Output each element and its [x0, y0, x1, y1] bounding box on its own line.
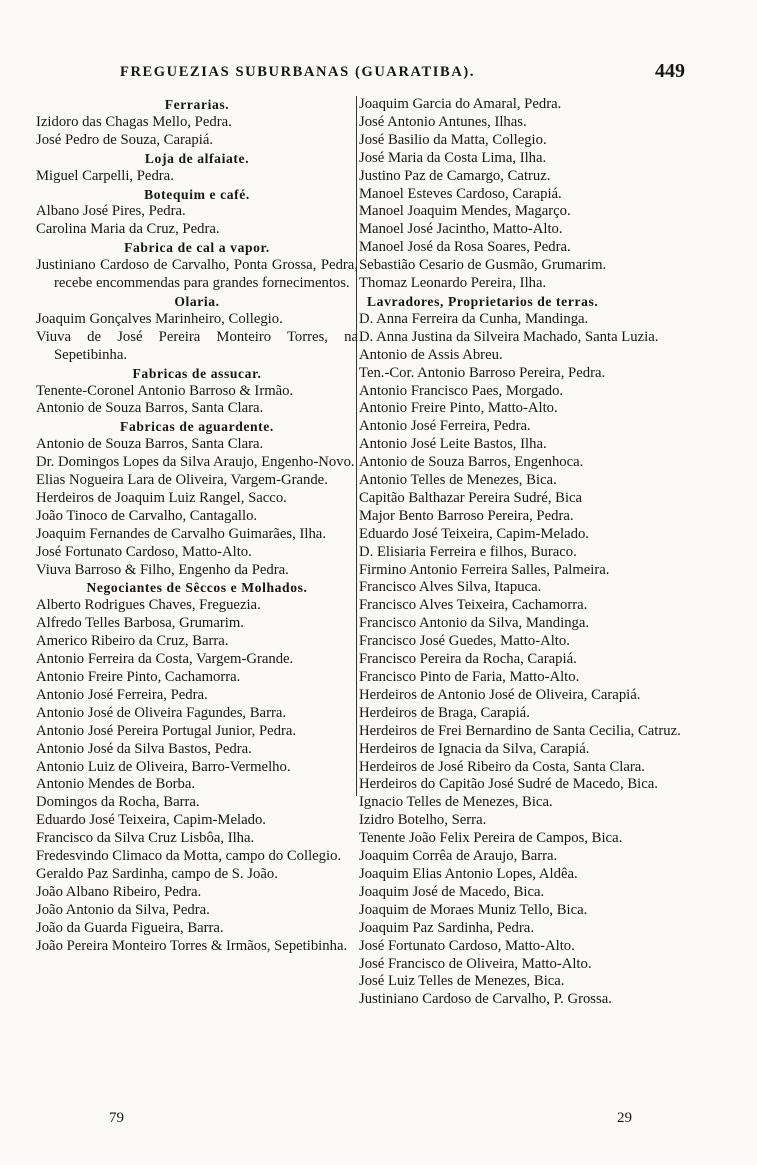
directory-entry: Francisco Alves Silva, Itapuca. — [359, 579, 542, 596]
directory-entry: Ten.-Cor. Antonio Barroso Pereira, Pedra. — [359, 364, 606, 381]
directory-entry: Antonio de Souza Barros, Santa Clara. — [36, 400, 264, 417]
directory-entry: Antonio Luiz de Oliveira, Barro-Vermelho. — [36, 758, 291, 775]
directory-entry: Major Bento Barroso Pereira, Pedra. — [359, 507, 574, 524]
directory-entry: Manoel José Jacintho, Matto-Alto. — [359, 221, 563, 238]
directory-entry: Herdeiros de José Ribeiro da Costa, Santa Clara. — [359, 758, 645, 775]
directory-entry: Antonio José Ferreira, Pedra. — [359, 418, 531, 435]
directory-entry: Herdeiros de Braga, Carapiá. — [359, 704, 530, 721]
directory-entry: Dr. Domingos Lopes da Silva Araujo, Engenho-Novo. — [36, 454, 355, 471]
directory-entry: D. Anna Ferreira da Cunha, Mandinga. — [359, 310, 589, 327]
directory-entry: Alberto Rodrigues Chaves, Freguezia. — [36, 597, 261, 614]
directory-entry: José Antonio Antunes, Ilhas. — [359, 113, 527, 130]
directory-entry: Antonio de Assis Abreu. — [359, 346, 503, 363]
directory-entry: José Francisco de Oliveira, Matto-Alto. — [359, 955, 592, 972]
directory-entry: João Albano Ribeiro, Pedra. — [36, 883, 202, 900]
directory-entry: Manoel Joaquim Mendes, Magarço. — [359, 203, 571, 220]
directory-entry: Herdeiros do Capitão José Sudré de Macedo, Bica. — [359, 776, 658, 793]
directory-entry: Antonio Ferreira da Costa, Vargem-Grande. — [36, 651, 294, 668]
footer-right-number: 29 — [617, 1110, 632, 1126]
section-heading: Ferrarias. — [164, 97, 230, 112]
directory-entry: Antonio Freire Pinto, Matto-Alto. — [359, 400, 558, 417]
directory-entry: Eduardo José Teixeira, Capim-Melado. — [359, 525, 589, 542]
directory-entry: Antonio Francisco Paes, Morgado. — [359, 382, 564, 399]
directory-entry: Francisco José Guedes, Matto-Alto. — [359, 633, 570, 650]
directory-entry: Antonio José Leite Bastos, Ilha. — [359, 436, 547, 453]
directory-entry: Herdeiros de Ignacia da Silva, Carapiá. — [359, 740, 590, 757]
directory-entry: Joaquim de Moraes Muniz Tello, Bica. — [359, 901, 588, 918]
directory-entry: Francisco Pinto de Faria, Matto-Alto. — [359, 669, 580, 685]
directory-entry: Antonio Mendes de Borba. — [36, 776, 196, 793]
directory-entry: D. Anna Justina da Silveira Machado, Santa Luzia. — [359, 328, 659, 345]
directory-entry: José Maria da Costa Lima, Ilha. — [359, 149, 547, 166]
page-title: FREGUEZIAS SUBURBANAS (GUARATIBA). — [120, 64, 476, 80]
directory-entry: Francisco Pereira da Rocha, Carapiá. — [359, 651, 577, 668]
directory-entry: Geraldo Paz Sardinha, campo de S. João. — [36, 865, 278, 882]
directory-entry: José Fortunato Cardoso, Matto-Alto. — [359, 937, 575, 954]
section-heading: Loja de alfaiate. — [144, 150, 250, 166]
directory-entry: Antonio José Ferreira, Pedra. — [36, 686, 208, 703]
directory-entry: Carolina Maria da Cruz, Pedra. — [36, 221, 220, 238]
directory-entry: Francisco da Silva Cruz Lisbôa, Ilha. — [36, 830, 255, 847]
directory-entry: Fredesvindo Climaco da Motta, campo do Collegio. — [36, 848, 342, 865]
section-heading: Botequim e café. — [144, 186, 250, 202]
directory-entry: Izidoro das Chagas Mello, Pedra. — [36, 113, 232, 130]
directory-entry: José Pedro de Souza, Carapiá. — [36, 131, 214, 148]
directory-entry: Antonio José de Oliveira Fagundes, Barra. — [36, 704, 287, 721]
directory-entry: Antonio José da Silva Bastos, Pedra. — [36, 740, 252, 757]
directory-entry: Tenente João Felix Pereira de Campos, Bica. — [359, 830, 623, 847]
directory-entry: Manoel José da Rosa Soares, Pedra. — [359, 239, 571, 256]
directory-entry: Francisco Antonio da Silva, Mandinga. — [359, 615, 590, 632]
directory-entry: Herdeiros de Antonio José de Oliveira, Carapiá. — [359, 686, 641, 703]
page-header — [120, 62, 685, 92]
directory-entry: Albano José Pires, Pedra. — [36, 203, 186, 220]
directory-entry: Joaquim Corrêa de Araujo, Barra. — [359, 848, 558, 865]
directory-entry: Antonio Telles de Menezes, Bica. — [359, 472, 557, 489]
section-heading: Fabricas de assucar. — [132, 365, 262, 381]
section-heading: Lavradores, Proprietarios de terras. — [367, 293, 599, 309]
section-heading: Fabricas de aguardente. — [120, 419, 274, 435]
footer-left-number: 79 — [109, 1110, 124, 1126]
directory-entry: Joaquim Paz Sardinha, Pedra. — [359, 919, 534, 936]
directory-entry: Herdeiros de Frei Bernardino de Santa Cecilia, Catruz. — [359, 722, 681, 739]
directory-entry: Antonio José Pereira Portugal Junior, Pedra. — [36, 722, 297, 739]
section-heading: Fabrica de cal a vapor. — [124, 240, 270, 256]
directory-entry: José Basilio da Matta, Collegio. — [359, 131, 547, 148]
section-heading: Negociantes de Sêccos e Molhados. — [86, 580, 308, 596]
directory-entry: Joaquim Elias Antonio Lopes, Aldêa. — [359, 865, 578, 882]
right-column — [359, 96, 684, 1009]
directory-entry: Herdeiros de Joaquim Luiz Rangel, Sacco. — [36, 489, 287, 506]
left-column — [36, 96, 358, 956]
directory-entry: Joaquim Gonçalves Marinheiro, Collegio. — [36, 310, 283, 327]
directory-entry: Joaquim José de Macedo, Bica. — [359, 883, 545, 900]
directory-entry: Thomaz Leonardo Pereira, Ilha. — [359, 275, 547, 292]
directory-entry: José Fortunato Cardoso, Matto-Alto. — [36, 543, 252, 560]
directory-entry: Joaquim Garcia do Amaral, Pedra. — [359, 96, 562, 112]
directory-entry: D. Elisiaria Ferreira e filhos, Buraco. — [359, 543, 577, 560]
directory-entry: Viuva de José Pereira Monteiro Torres, na Sepetibinha. — [36, 328, 358, 363]
directory-entry: Antonio Freire Pinto, Cachamorra. — [36, 669, 241, 685]
directory-entry: João Pereira Monteiro Torres & Irmãos, Sepetibinha. — [36, 937, 348, 954]
directory-entry: Antonio de Souza Barros, Engenhoca. — [359, 454, 584, 471]
directory-entry: Izidro Botelho, Serra. — [359, 812, 487, 829]
directory-entry: Joaquim Fernandes de Carvalho Guimarães, Ilha. — [36, 525, 326, 542]
directory-entry: Miguel Carpelli, Pedra. — [36, 167, 174, 184]
directory-entry: Capitão Balthazar Pereira Sudré, Bica — [359, 489, 583, 506]
directory-entry: Ignacio Telles de Menezes, Bica. — [359, 794, 553, 811]
directory-entry: João da Guarda Figueira, Barra. — [36, 919, 224, 936]
directory-entry: João Tinoco de Carvalho, Cantagallo. — [36, 507, 258, 524]
directory-entry: Antonio de Souza Barros, Santa Clara. — [36, 436, 264, 453]
directory-entry: Americo Ribeiro da Cruz, Barra. — [36, 633, 229, 650]
directory-entry: Justiniano Cardoso de Carvalho, Ponta Grossa, Pedra, recebe encommendas para grandes fornecimentos. — [36, 257, 358, 292]
directory-entry: José Luiz Telles de Menezes, Bica. — [359, 973, 565, 990]
directory-entry: Viuva Barroso & Filho, Engenho da Pedra. — [36, 561, 289, 578]
directory-entry: Elias Nogueira Lara de Oliveira, Vargem-Grande. — [36, 472, 328, 489]
directory-entry: Justiniano Cardoso de Carvalho, P. Grossa. — [359, 991, 612, 1008]
directory-entry: João Antonio da Silva, Pedra. — [36, 901, 210, 918]
directory-entry: Sebastião Cesario de Gusmão, Grumarim. — [359, 257, 607, 274]
section-heading: Olaria. — [174, 293, 220, 309]
directory-entry: Tenente-Coronel Antonio Barroso & Irmão. — [36, 382, 294, 399]
directory-entry: Alfredo Telles Barbosa, Grumarim. — [36, 615, 244, 632]
directory-entry: Manoel Esteves Cardoso, Carapiá. — [359, 185, 562, 202]
directory-entry: Domingos da Rocha, Barra. — [36, 794, 200, 811]
page-number: 449 — [655, 60, 685, 82]
directory-entry: Francisco Alves Teixeira, Cachamorra. — [359, 597, 588, 614]
directory-entry: Justino Paz de Camargo, Catruz. — [359, 167, 551, 184]
directory-entry: Firmino Antonio Ferreira Salles, Palmeira. — [359, 561, 610, 578]
directory-entry: Eduardo José Teixeira, Capim-Melado. — [36, 812, 266, 829]
